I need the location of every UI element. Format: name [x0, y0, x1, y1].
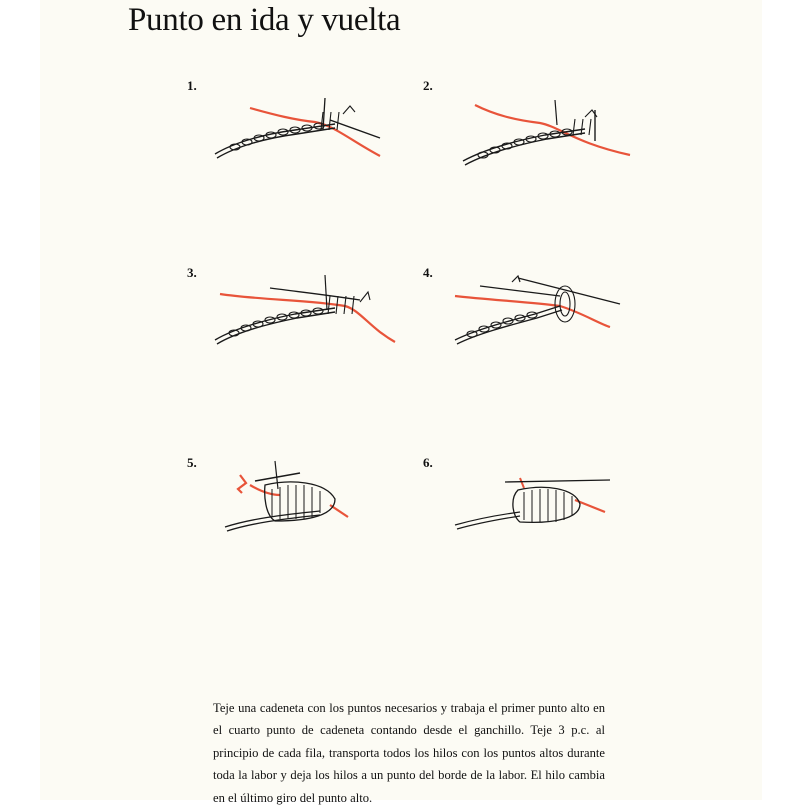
instructions-paragraph: Teje una cadeneta con los puntos necesarios y trabaja el primer punto alto en el cuarto punto de cadeneta contando desde el ganchillo. Teje 3 p.c. al principio de cada fila, transporta todos los hilos con los puntos altos durante toda la labor y deja los hilos a un punto del borde de la labor. El hilo cambia en el último giro del punto alto.: [213, 700, 605, 805]
step-6-illustration: [450, 470, 630, 540]
step-4-illustration: [450, 272, 640, 352]
step-1-number: 1.: [187, 78, 197, 93]
step-1-illustration: [205, 90, 395, 170]
page-title: Punto en ida y vuelta: [128, 2, 401, 38]
step-6-number: 6.: [423, 455, 433, 470]
step-2-illustration: [445, 95, 635, 175]
step-4-number: 4.: [423, 265, 433, 280]
step-5-illustration: [220, 455, 370, 535]
step-2-number: 2.: [423, 78, 433, 93]
page: [40, 0, 762, 805]
step-3-number: 3.: [187, 265, 197, 280]
step-3-illustration: [210, 270, 400, 350]
step-5-number: 5.: [187, 455, 197, 470]
